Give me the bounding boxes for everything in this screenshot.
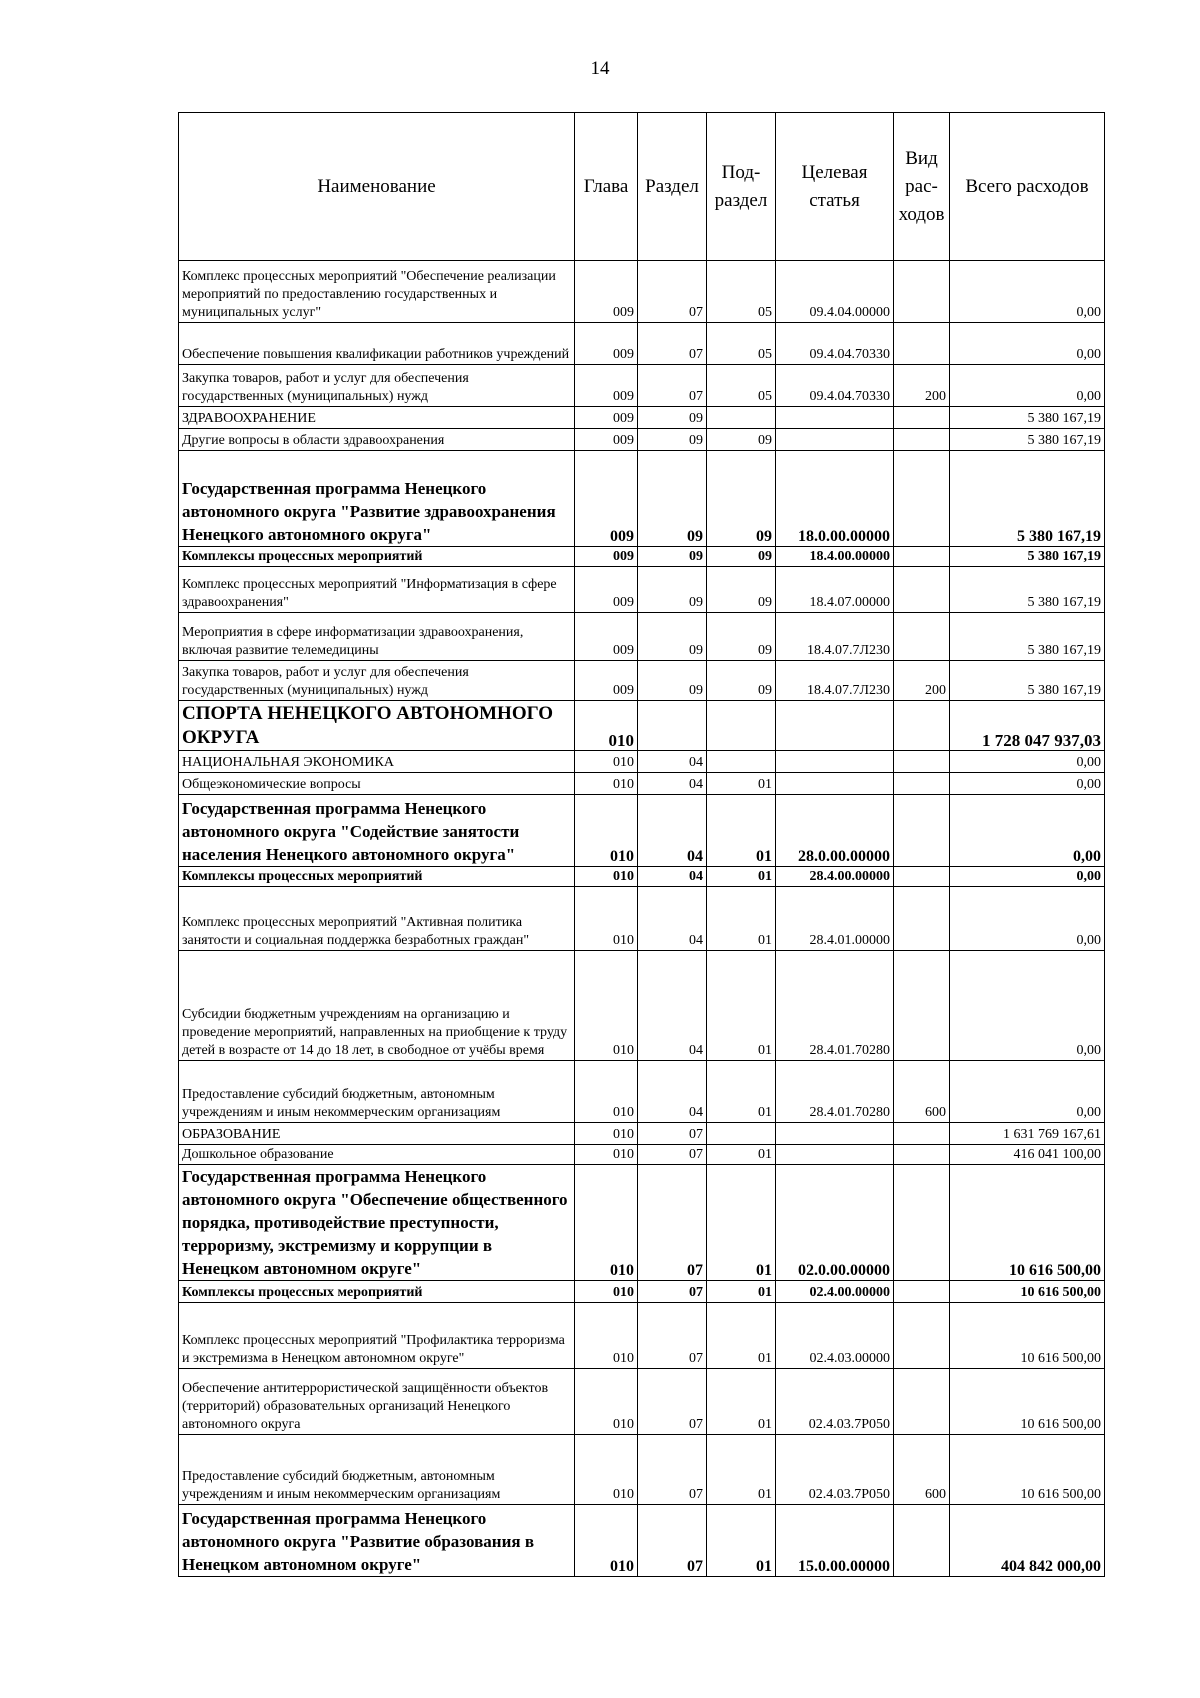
row-total: 0,00 bbox=[950, 323, 1105, 365]
table-row bbox=[179, 429, 1105, 451]
row-total: 0,00 bbox=[950, 795, 1105, 867]
row-total: 10 616 500,00 bbox=[950, 1303, 1105, 1369]
row-chapter: 010 bbox=[575, 773, 638, 795]
row-name: Предоставление субсидий бюджетным, автономным учреждениям и иным некоммерческим организациям bbox=[179, 1061, 575, 1123]
row-name: Предоставление субсидий бюджетным, автономным учреждениям и иным некоммерческим организациям bbox=[179, 1435, 575, 1505]
table-row bbox=[179, 1435, 1105, 1505]
row-subsection bbox=[707, 407, 776, 429]
row-target-article bbox=[776, 773, 894, 795]
row-section: 04 bbox=[638, 795, 707, 867]
row-subsection: 01 bbox=[707, 795, 776, 867]
row-expense-type bbox=[894, 1303, 950, 1369]
row-name: Общеэкономические вопросы bbox=[179, 773, 575, 795]
table-row bbox=[179, 1281, 1105, 1303]
row-section: 09 bbox=[638, 661, 707, 701]
row-name: НАЦИОНАЛЬНАЯ ЭКОНОМИКА bbox=[179, 751, 575, 773]
row-subsection: 09 bbox=[707, 613, 776, 661]
row-total: 10 616 500,00 bbox=[950, 1369, 1105, 1435]
row-name: Комплексы процессных мероприятий bbox=[179, 867, 575, 887]
row-target-article: 02.4.03.7Р050 bbox=[776, 1369, 894, 1435]
row-total: 0,00 bbox=[950, 1061, 1105, 1123]
row-target-article bbox=[776, 1145, 894, 1165]
table-row bbox=[179, 407, 1105, 429]
row-target-article: 18.4.07.7Л230 bbox=[776, 613, 894, 661]
row-section: 07 bbox=[638, 323, 707, 365]
row-chapter: 010 bbox=[575, 1281, 638, 1303]
row-expense-type bbox=[894, 407, 950, 429]
row-subsection: 01 bbox=[707, 1435, 776, 1505]
table-row bbox=[179, 661, 1105, 701]
table-row bbox=[179, 701, 1105, 751]
row-section: 07 bbox=[638, 365, 707, 407]
row-chapter: 009 bbox=[575, 261, 638, 323]
row-target-article: 02.0.00.00000 bbox=[776, 1165, 894, 1281]
row-chapter: 010 bbox=[575, 1369, 638, 1435]
row-chapter: 010 bbox=[575, 1061, 638, 1123]
row-chapter: 010 bbox=[575, 1123, 638, 1145]
row-total: 5 380 167,19 bbox=[950, 407, 1105, 429]
row-name: Комплекс процессных мероприятий "Активная политика занятости и социальная поддержка безработных граждан" bbox=[179, 887, 575, 951]
table-row bbox=[179, 867, 1105, 887]
row-expense-type bbox=[894, 1145, 950, 1165]
row-total: 1 631 769 167,61 bbox=[950, 1123, 1105, 1145]
header-name: Наименование bbox=[179, 113, 575, 261]
row-subsection: 01 bbox=[707, 1145, 776, 1165]
row-target-article: 28.4.00.00000 bbox=[776, 867, 894, 887]
row-target-article: 18.4.07.00000 bbox=[776, 567, 894, 613]
table-row bbox=[179, 887, 1105, 951]
table-row bbox=[179, 1505, 1105, 1577]
row-expense-type bbox=[894, 1165, 950, 1281]
row-name: Закупка товаров, работ и услуг для обеспечения государственных (муниципальных) нужд bbox=[179, 661, 575, 701]
row-target-article: 28.4.01.00000 bbox=[776, 887, 894, 951]
row-subsection: 01 bbox=[707, 773, 776, 795]
row-name: Обеспечение антитеррористической защищённости объектов (территорий) образовательных организаций Ненецкого автономного округа bbox=[179, 1369, 575, 1435]
row-target-article: 28.4.01.70280 bbox=[776, 1061, 894, 1123]
row-target-article bbox=[776, 701, 894, 751]
row-expense-type bbox=[894, 261, 950, 323]
row-expense-type: 600 bbox=[894, 1435, 950, 1505]
row-expense-type bbox=[894, 867, 950, 887]
table-row bbox=[179, 773, 1105, 795]
row-section: 09 bbox=[638, 451, 707, 547]
row-name: Мероприятия в сфере информатизации здравоохранения, включая развитие телемедицины bbox=[179, 613, 575, 661]
row-expense-type bbox=[894, 567, 950, 613]
row-subsection: 09 bbox=[707, 547, 776, 567]
row-name: Обеспечение повышения квалификации работников учреждений bbox=[179, 323, 575, 365]
row-subsection: 01 bbox=[707, 1505, 776, 1577]
row-expense-type: 200 bbox=[894, 661, 950, 701]
row-expense-type bbox=[894, 887, 950, 951]
row-chapter: 010 bbox=[575, 701, 638, 751]
row-section: 07 bbox=[638, 1435, 707, 1505]
row-section: 04 bbox=[638, 773, 707, 795]
row-total: 1 728 047 937,03 bbox=[950, 701, 1105, 751]
row-total: 404 842 000,00 bbox=[950, 1505, 1105, 1577]
row-total: 10 616 500,00 bbox=[950, 1435, 1105, 1505]
row-name: Государственная программа Ненецкого автономного округа "Развитие образования в Ненецком автономном округе" bbox=[179, 1505, 575, 1577]
row-section: 07 bbox=[638, 261, 707, 323]
row-chapter: 009 bbox=[575, 547, 638, 567]
row-subsection: 01 bbox=[707, 1303, 776, 1369]
row-expense-type bbox=[894, 1505, 950, 1577]
row-chapter: 010 bbox=[575, 795, 638, 867]
row-expense-type: 600 bbox=[894, 1061, 950, 1123]
row-chapter: 009 bbox=[575, 451, 638, 547]
row-target-article bbox=[776, 1123, 894, 1145]
row-name: ОБРАЗОВАНИЕ bbox=[179, 1123, 575, 1145]
row-name: Комплекс процессных мероприятий "Информатизация в сфере здравоохранения" bbox=[179, 567, 575, 613]
table-row bbox=[179, 1303, 1105, 1369]
row-expense-type bbox=[894, 751, 950, 773]
row-target-article: 02.4.00.00000 bbox=[776, 1281, 894, 1303]
row-total: 0,00 bbox=[950, 751, 1105, 773]
table-row bbox=[179, 451, 1105, 547]
row-section: 04 bbox=[638, 951, 707, 1061]
row-subsection bbox=[707, 1123, 776, 1145]
row-total: 5 380 167,19 bbox=[950, 613, 1105, 661]
row-chapter: 009 bbox=[575, 365, 638, 407]
table-row bbox=[179, 1061, 1105, 1123]
row-section: 09 bbox=[638, 429, 707, 451]
row-name: ЗДРАВООХРАНЕНИЕ bbox=[179, 407, 575, 429]
row-target-article bbox=[776, 751, 894, 773]
table-row bbox=[179, 795, 1105, 867]
row-section: 09 bbox=[638, 547, 707, 567]
row-chapter: 010 bbox=[575, 1303, 638, 1369]
row-name: Комплекс процессных мероприятий "Профилактика терроризма и экстремизма в Ненецком автономном округе" bbox=[179, 1303, 575, 1369]
table-row bbox=[179, 1123, 1105, 1145]
row-subsection: 09 bbox=[707, 451, 776, 547]
header-row bbox=[179, 113, 1105, 261]
row-subsection: 05 bbox=[707, 365, 776, 407]
table-row bbox=[179, 547, 1105, 567]
row-subsection: 01 bbox=[707, 1061, 776, 1123]
row-chapter: 010 bbox=[575, 1505, 638, 1577]
row-expense-type bbox=[894, 613, 950, 661]
row-chapter: 010 bbox=[575, 751, 638, 773]
row-total: 416 041 100,00 bbox=[950, 1145, 1105, 1165]
row-name: Комплекс процессных мероприятий "Обеспечение реализации мероприятий по предоставлению государственных и муниципальных услуг" bbox=[179, 261, 575, 323]
row-section: 04 bbox=[638, 887, 707, 951]
row-subsection: 09 bbox=[707, 567, 776, 613]
row-total: 0,00 bbox=[950, 773, 1105, 795]
row-total: 5 380 167,19 bbox=[950, 451, 1105, 547]
table-row bbox=[179, 261, 1105, 323]
row-subsection: 05 bbox=[707, 323, 776, 365]
row-total: 0,00 bbox=[950, 887, 1105, 951]
header-target-article: Целевая статья bbox=[776, 113, 894, 261]
row-section: 09 bbox=[638, 567, 707, 613]
row-chapter: 009 bbox=[575, 323, 638, 365]
row-expense-type bbox=[894, 701, 950, 751]
header-expense-type: Вид рас- ходов bbox=[894, 113, 950, 261]
row-section: 07 bbox=[638, 1369, 707, 1435]
header-total: Всего расходов bbox=[950, 113, 1105, 261]
row-subsection: 01 bbox=[707, 1165, 776, 1281]
row-target-article: 28.4.01.70280 bbox=[776, 951, 894, 1061]
row-target-article: 09.4.04.00000 bbox=[776, 261, 894, 323]
row-name: Дошкольное образование bbox=[179, 1145, 575, 1165]
row-target-article: 18.4.00.00000 bbox=[776, 547, 894, 567]
row-section: 07 bbox=[638, 1145, 707, 1165]
row-name: Государственная программа Ненецкого автономного округа "Развитие здравоохранения Ненецкого автономного округа" bbox=[179, 451, 575, 547]
table-row bbox=[179, 567, 1105, 613]
table-row bbox=[179, 1165, 1105, 1281]
row-target-article: 28.0.00.00000 bbox=[776, 795, 894, 867]
row-name: Закупка товаров, работ и услуг для обеспечения государственных (муниципальных) нужд bbox=[179, 365, 575, 407]
row-section: 04 bbox=[638, 1061, 707, 1123]
row-chapter: 009 bbox=[575, 613, 638, 661]
row-expense-type bbox=[894, 773, 950, 795]
row-name: СПОРТА НЕНЕЦКОГО АВТОНОМНОГО ОКРУГА bbox=[179, 701, 575, 751]
row-target-article: 18.0.00.00000 bbox=[776, 451, 894, 547]
header-chapter: Глава bbox=[575, 113, 638, 261]
row-total: 10 616 500,00 bbox=[950, 1165, 1105, 1281]
row-chapter: 010 bbox=[575, 1145, 638, 1165]
row-name: Государственная программа Ненецкого автономного округа "Содействие занятости населения Ненецкого автономного округа" bbox=[179, 795, 575, 867]
header-subsection: Под- раздел bbox=[707, 113, 776, 261]
row-total: 0,00 bbox=[950, 951, 1105, 1061]
row-total: 0,00 bbox=[950, 261, 1105, 323]
row-target-article: 02.4.03.7Р050 bbox=[776, 1435, 894, 1505]
page-number: 14 bbox=[590, 58, 610, 79]
row-name: Другие вопросы в области здравоохранения bbox=[179, 429, 575, 451]
row-total: 10 616 500,00 bbox=[950, 1281, 1105, 1303]
row-target-article bbox=[776, 429, 894, 451]
row-expense-type: 200 bbox=[894, 365, 950, 407]
row-name: Комплексы процессных мероприятий bbox=[179, 1281, 575, 1303]
row-section bbox=[638, 701, 707, 751]
table-row bbox=[179, 1145, 1105, 1165]
row-chapter: 010 bbox=[575, 867, 638, 887]
row-chapter: 010 bbox=[575, 887, 638, 951]
row-name: Комплексы процессных мероприятий bbox=[179, 547, 575, 567]
row-chapter: 009 bbox=[575, 407, 638, 429]
row-subsection: 01 bbox=[707, 1281, 776, 1303]
row-subsection: 09 bbox=[707, 661, 776, 701]
row-subsection: 01 bbox=[707, 951, 776, 1061]
header-section: Раздел bbox=[638, 113, 707, 261]
row-name: Государственная программа Ненецкого автономного округа "Обеспечение общественного порядка, противодействие преступности, терроризму, экстремизму и коррупции в Ненецком автономном округе" bbox=[179, 1165, 575, 1281]
row-target-article: 09.4.04.70330 bbox=[776, 323, 894, 365]
row-expense-type bbox=[894, 451, 950, 547]
row-total: 5 380 167,19 bbox=[950, 567, 1105, 613]
budget-table bbox=[178, 112, 1105, 1577]
row-section: 04 bbox=[638, 867, 707, 887]
row-expense-type bbox=[894, 951, 950, 1061]
table-row bbox=[179, 751, 1105, 773]
row-section: 07 bbox=[638, 1505, 707, 1577]
row-name: Субсидии бюджетным учреждениям на организацию и проведение мероприятий, направленных на приобщение к труду детей в возрасте от 14 до 18 лет, в свободное от учёбы время bbox=[179, 951, 575, 1061]
row-expense-type bbox=[894, 795, 950, 867]
row-subsection: 05 bbox=[707, 261, 776, 323]
row-section: 07 bbox=[638, 1281, 707, 1303]
row-subsection: 01 bbox=[707, 1369, 776, 1435]
row-chapter: 009 bbox=[575, 661, 638, 701]
table-row bbox=[179, 613, 1105, 661]
row-expense-type bbox=[894, 547, 950, 567]
table-row bbox=[179, 951, 1105, 1061]
row-expense-type bbox=[894, 429, 950, 451]
row-section: 07 bbox=[638, 1123, 707, 1145]
row-total: 5 380 167,19 bbox=[950, 429, 1105, 451]
row-subsection: 09 bbox=[707, 429, 776, 451]
row-total: 5 380 167,19 bbox=[950, 547, 1105, 567]
row-expense-type bbox=[894, 1123, 950, 1145]
row-section: 07 bbox=[638, 1303, 707, 1369]
row-subsection bbox=[707, 701, 776, 751]
row-chapter: 009 bbox=[575, 567, 638, 613]
row-subsection: 01 bbox=[707, 887, 776, 951]
row-subsection: 01 bbox=[707, 867, 776, 887]
table-row bbox=[179, 323, 1105, 365]
row-total: 5 380 167,19 bbox=[950, 661, 1105, 701]
row-subsection bbox=[707, 751, 776, 773]
row-target-article bbox=[776, 407, 894, 429]
row-chapter: 010 bbox=[575, 1435, 638, 1505]
table-row bbox=[179, 365, 1105, 407]
row-section: 09 bbox=[638, 613, 707, 661]
row-section: 04 bbox=[638, 751, 707, 773]
row-section: 07 bbox=[638, 1165, 707, 1281]
row-target-article: 09.4.04.70330 bbox=[776, 365, 894, 407]
row-expense-type bbox=[894, 1369, 950, 1435]
row-chapter: 009 bbox=[575, 429, 638, 451]
row-chapter: 010 bbox=[575, 951, 638, 1061]
row-expense-type bbox=[894, 1281, 950, 1303]
row-target-article: 15.0.00.00000 bbox=[776, 1505, 894, 1577]
table-row bbox=[179, 1369, 1105, 1435]
row-expense-type bbox=[894, 323, 950, 365]
row-total: 0,00 bbox=[950, 365, 1105, 407]
row-target-article: 18.4.07.7Л230 bbox=[776, 661, 894, 701]
row-total: 0,00 bbox=[950, 867, 1105, 887]
row-target-article: 02.4.03.00000 bbox=[776, 1303, 894, 1369]
row-section: 09 bbox=[638, 407, 707, 429]
row-chapter: 010 bbox=[575, 1165, 638, 1281]
